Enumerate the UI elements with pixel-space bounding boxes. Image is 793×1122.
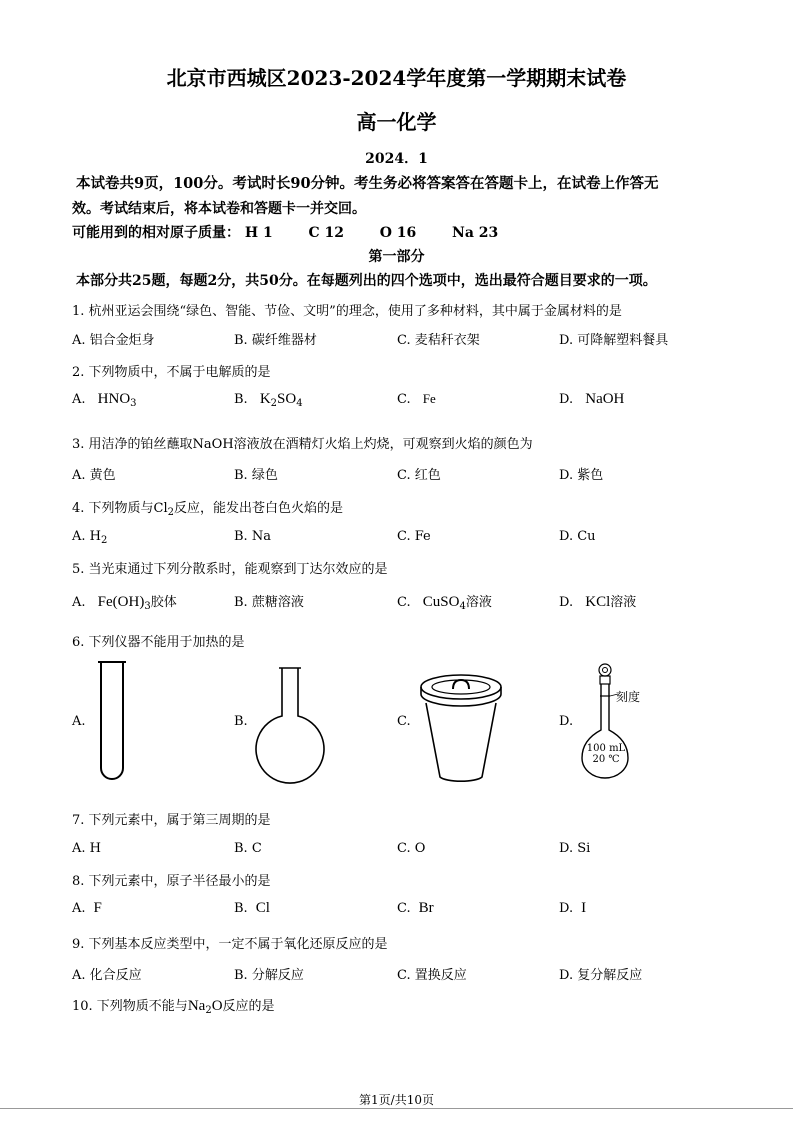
q4-option-d: D. Cu — [559, 529, 596, 544]
exam-date: 2024．1 — [365, 151, 428, 167]
q4-option-c: C. Fe — [397, 529, 431, 544]
q5-option-c: C. CuSO$_4$溶液 — [397, 594, 492, 612]
atomic-mass-o: O 16 — [379, 225, 417, 241]
q9-option-d: D. 复分解反应 — [559, 968, 643, 983]
flask-volume-label: 100 mL — [586, 743, 626, 754]
q7-option-c: C. O — [397, 841, 426, 856]
round-bottom-flask-icon — [252, 666, 328, 784]
q3-option-c: C. 红色 — [397, 468, 441, 483]
atomic-mass-line — [72, 222, 498, 242]
atomic-mass-na: Na 23 — [452, 225, 499, 241]
atomic-mass-h: H 1 — [244, 225, 273, 241]
part1-title: 第一部分 — [368, 249, 425, 265]
q7-option-a: A. H — [72, 841, 101, 856]
q5-option-a: A. $Fe(OH)_3$胶体 — [72, 594, 177, 612]
q8-option-a: A. F — [72, 900, 102, 916]
subject-title: 高一化学 — [356, 110, 437, 134]
q9-stem: 9. 下列基本反应类型中，一定不属于氧化还原反应的是 — [72, 937, 388, 952]
q9-option-a: A. 化合反应 — [72, 968, 142, 983]
q4-option-b: B. Na — [234, 529, 271, 544]
q6-option-a-label: A. — [72, 714, 86, 729]
q4-option-a: A. $H_2$ — [72, 529, 108, 546]
q6-option-d-label: D. — [559, 714, 574, 729]
q1-stem: 1. 杭州亚运会围绕“绿色、智能、节俭、文明”的理念，使用了多种材料，其中属于金属材料的是 — [72, 304, 622, 319]
crucible-icon — [418, 667, 504, 785]
flask-mark-label: 刻度 — [616, 690, 641, 704]
q10-stem: 10. 下列物质不能与$Na_2O$反应的是 — [72, 998, 275, 1016]
q3-option-a: A. 黄色 — [72, 468, 116, 483]
page-number: 第1页/共10页 — [359, 1093, 434, 1107]
q8-stem: 8. 下列元素中，原子半径最小的是 — [72, 874, 271, 889]
q6-option-c-label: C. — [397, 714, 411, 729]
q3-stem: 3. 用洁净的铂丝蘸取NaOH溶液放在酒精灯火焰上灼烧，可观察到火焰的颜色为 — [72, 437, 533, 452]
q5-option-d: D. KCl溶液 — [559, 594, 637, 610]
test-tube-icon — [94, 658, 130, 784]
part1-desc: 本部分共25题，每题2分，共50分。在每题列出的四个选项中，选出最符合题目要求的一项。 — [76, 273, 657, 289]
atomic-mass-c: C 12 — [308, 225, 344, 241]
q1-option-b: B. 碳纤维器材 — [234, 333, 317, 348]
q3-option-d: D. 紫色 — [559, 468, 604, 483]
q2-option-d: D. NaOH — [559, 391, 625, 407]
q8-option-c: C. Br — [397, 900, 434, 916]
atomic-mass-label: 可能用到的相对原子质量： — [72, 225, 240, 241]
q2-option-c: C. Fe — [397, 391, 436, 407]
q9-option-b: B. 分解反应 — [234, 968, 304, 983]
instructions-line1: 本试卷共9页，100分。考试时长90分钟。考生务必将答案答在答题卡上，在试卷上作答无 — [76, 175, 659, 192]
q1-option-a: A. 铝合金炬身 — [72, 333, 155, 348]
q8-option-b: B. Cl — [234, 900, 270, 916]
q4-stem: 4. 下列物质与$Cl_2$反应，能发出苍白色火焰的是 — [72, 501, 344, 518]
q2-option-a: A. $HNO_3$ — [72, 391, 137, 409]
instructions-line2: 效。考试结束后，将本试卷和答题卡一并交回。 — [72, 201, 366, 217]
q5-stem: 5. 当光束通过下列分散系时，能观察到丁达尔效应的是 — [72, 562, 388, 577]
q7-stem: 7. 下列元素中，属于第三周期的是 — [72, 813, 271, 828]
flask-temp-label: 20 ℃ — [592, 754, 620, 765]
q9-option-c: C. 置换反应 — [397, 968, 467, 983]
q6-stem: 6. 下列仪器不能用于加热的是 — [72, 635, 245, 650]
q8-option-d: D. I — [559, 900, 587, 916]
q7-option-b: B. C — [234, 841, 262, 856]
q7-option-d: D. Si — [559, 841, 591, 856]
q3-option-b: B. 绿色 — [234, 468, 278, 483]
q5-option-b: B. 蔗糖溶液 — [234, 595, 304, 610]
q6-option-b-label: B. — [234, 714, 248, 729]
page-title: 北京市西城区2023-2024学年度第一学期期末试卷 — [166, 66, 627, 90]
q2-stem: 2. 下列物质中，不属于电解质的是 — [72, 365, 271, 380]
q2-option-b: B. $K_2SO_4$ — [234, 391, 303, 409]
footer-divider — [0, 1108, 793, 1109]
q1-option-c: C. 麦秸秆衣架 — [397, 333, 480, 348]
q1-option-d: D. 可降解塑料餐具 — [559, 333, 669, 348]
